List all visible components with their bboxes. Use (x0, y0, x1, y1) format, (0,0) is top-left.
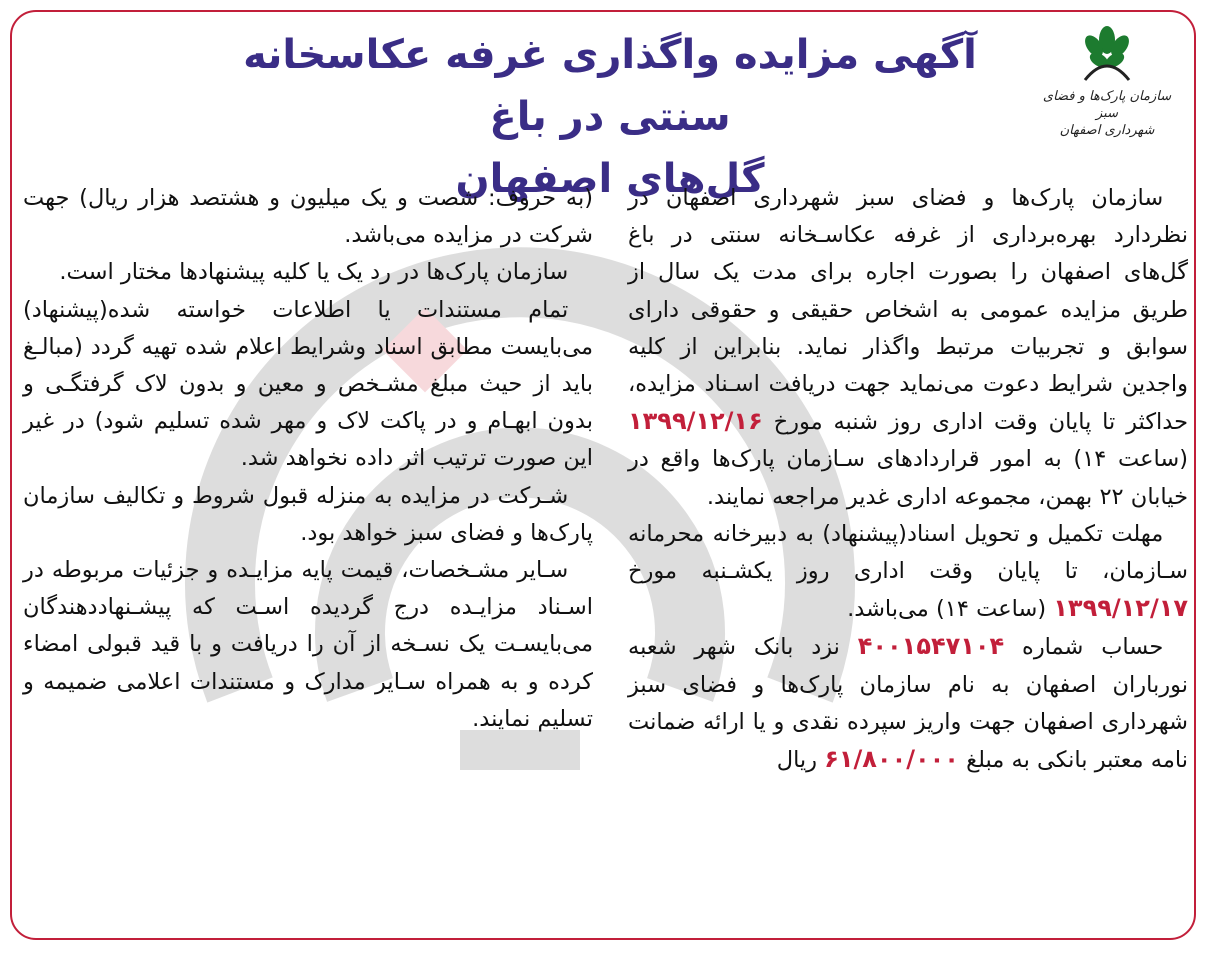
paragraph-rejection-right: سازمان پارک‌ها در رد یک یا کلیه پیشنهادها مختار است. (59, 259, 569, 286)
tree-leaves-icon (1077, 22, 1137, 84)
organization-logo (1032, 22, 1182, 152)
document-deadline-date: ۱۳۹۹/۱۲/۱۶ (628, 407, 763, 436)
submission-deadline-date: ۱۳۹۹/۱۲/۱۷ (1053, 594, 1188, 623)
left-column (23, 180, 593, 738)
paragraph-text: (ساعت ۱۴) می‌باشد. (847, 596, 1047, 623)
paragraph-documents: تمام مستندات یا اطلاعات خواسته شده(پیشنهاد) می‌بایست مطابق اسناد وشرایط اعلام شده تهیه گردد (مبالـغ باید از حیث مبلغ مشـخص و معین و بدون لاک گرفتگـی و بدون ابهـام و در پاکت لاک و مهر شده تسلیم شود) در غیر این صورت ترتیب اثر داده نخواهد شد. (23, 296, 593, 472)
title-line1: آگهی مزایده واگذاری غرفه عکاسخانه سنتی در باغ (243, 32, 977, 140)
paragraph-bank-account (628, 628, 1188, 779)
logo-org-line2: شهرداری اصفهان (1059, 123, 1155, 138)
paragraph-other-details: سـایر مشـخصات، قیمت پایه مزایـده و جزئیات مربوطه در اسـناد مزایـده درج گردیده اسـت که پیشـنهاددهندگان می‌بایسـت یک نسـخه از آن را دریافت و با قید قبولی امضاء کرده و به همراه سـایر مدارک و مستندات اعلامی ضمیمه و تسلیم نمایند. (23, 557, 593, 732)
paragraph-amount-in-words: (به حروف: شصت و یک میلیون و هشتصد هزار ریال) جهت شرکت در مزایده می‌باشد. (23, 185, 593, 249)
paragraph-text: مهلت تکمیل و تحویل اسناد(پیشنهاد) به دبیرخانه محرمانه سـازمان، تا پایان وقت اداری روز یکشـنبه مورخ (628, 520, 1188, 585)
title-line2: گل‌های اصفهان (455, 156, 765, 202)
paragraph-submission-deadline (628, 516, 1188, 629)
paragraph-text: (ساعت ۱۴) به امور قراردادهای سـازمان پارک‌ها واقع در خیابان ۲۲ بهمن، مجموعه اداری غدیر مراجعه نمایند. (628, 446, 1188, 510)
right-column (628, 180, 1188, 779)
deposit-amount: ۶۱/۸۰۰/۰۰۰ (824, 745, 959, 774)
paragraph-text: سازمان پارک‌ها و فضای سبز شهرداری اصفهان در نظردارد بهره‌برداری از غرفه عکاسـخانه سنتی در باغ گل‌های اصفهان را بصورت اجاره برای مدت یک سال از طریق مزایده عمومی به اشخاص حقیقی و حقوقی دارای سوابق و تجربیات مرتبط واگذار نماید. بنابراین از کلیه واجدین شرایط دعوت می‌نماید جهت دریافت اسـناد مزایده، حداکثر تا پایان وقت اداری روز شنبه مورخ (628, 185, 1189, 436)
paragraph-acceptance: شـرکت در مزایده به منزله قبول شروط و تکالیف سازمان پارک‌ها و فضای سبز خواهد بود. (23, 482, 593, 546)
paragraph-text: حساب شماره (1022, 634, 1164, 661)
paragraph-invitation (628, 180, 1188, 516)
account-number: ۴۰۰۱۵۴۷۱۰۴ (857, 632, 1005, 661)
paragraph-text: ریال (776, 747, 818, 774)
paragraph-text: نزد بانک شهر شعبه نورباران اصفهان به نام سازمان پارک‌ها و فضای سبز شهرداری اصفهان جهت واریز سپرده نقدی و یا ارائه ضمانت نامه معتبر بانکی به مبلغ (628, 634, 1188, 774)
logo-org-line1: سازمان پارک‌ها و فضای سبز (1042, 89, 1172, 121)
